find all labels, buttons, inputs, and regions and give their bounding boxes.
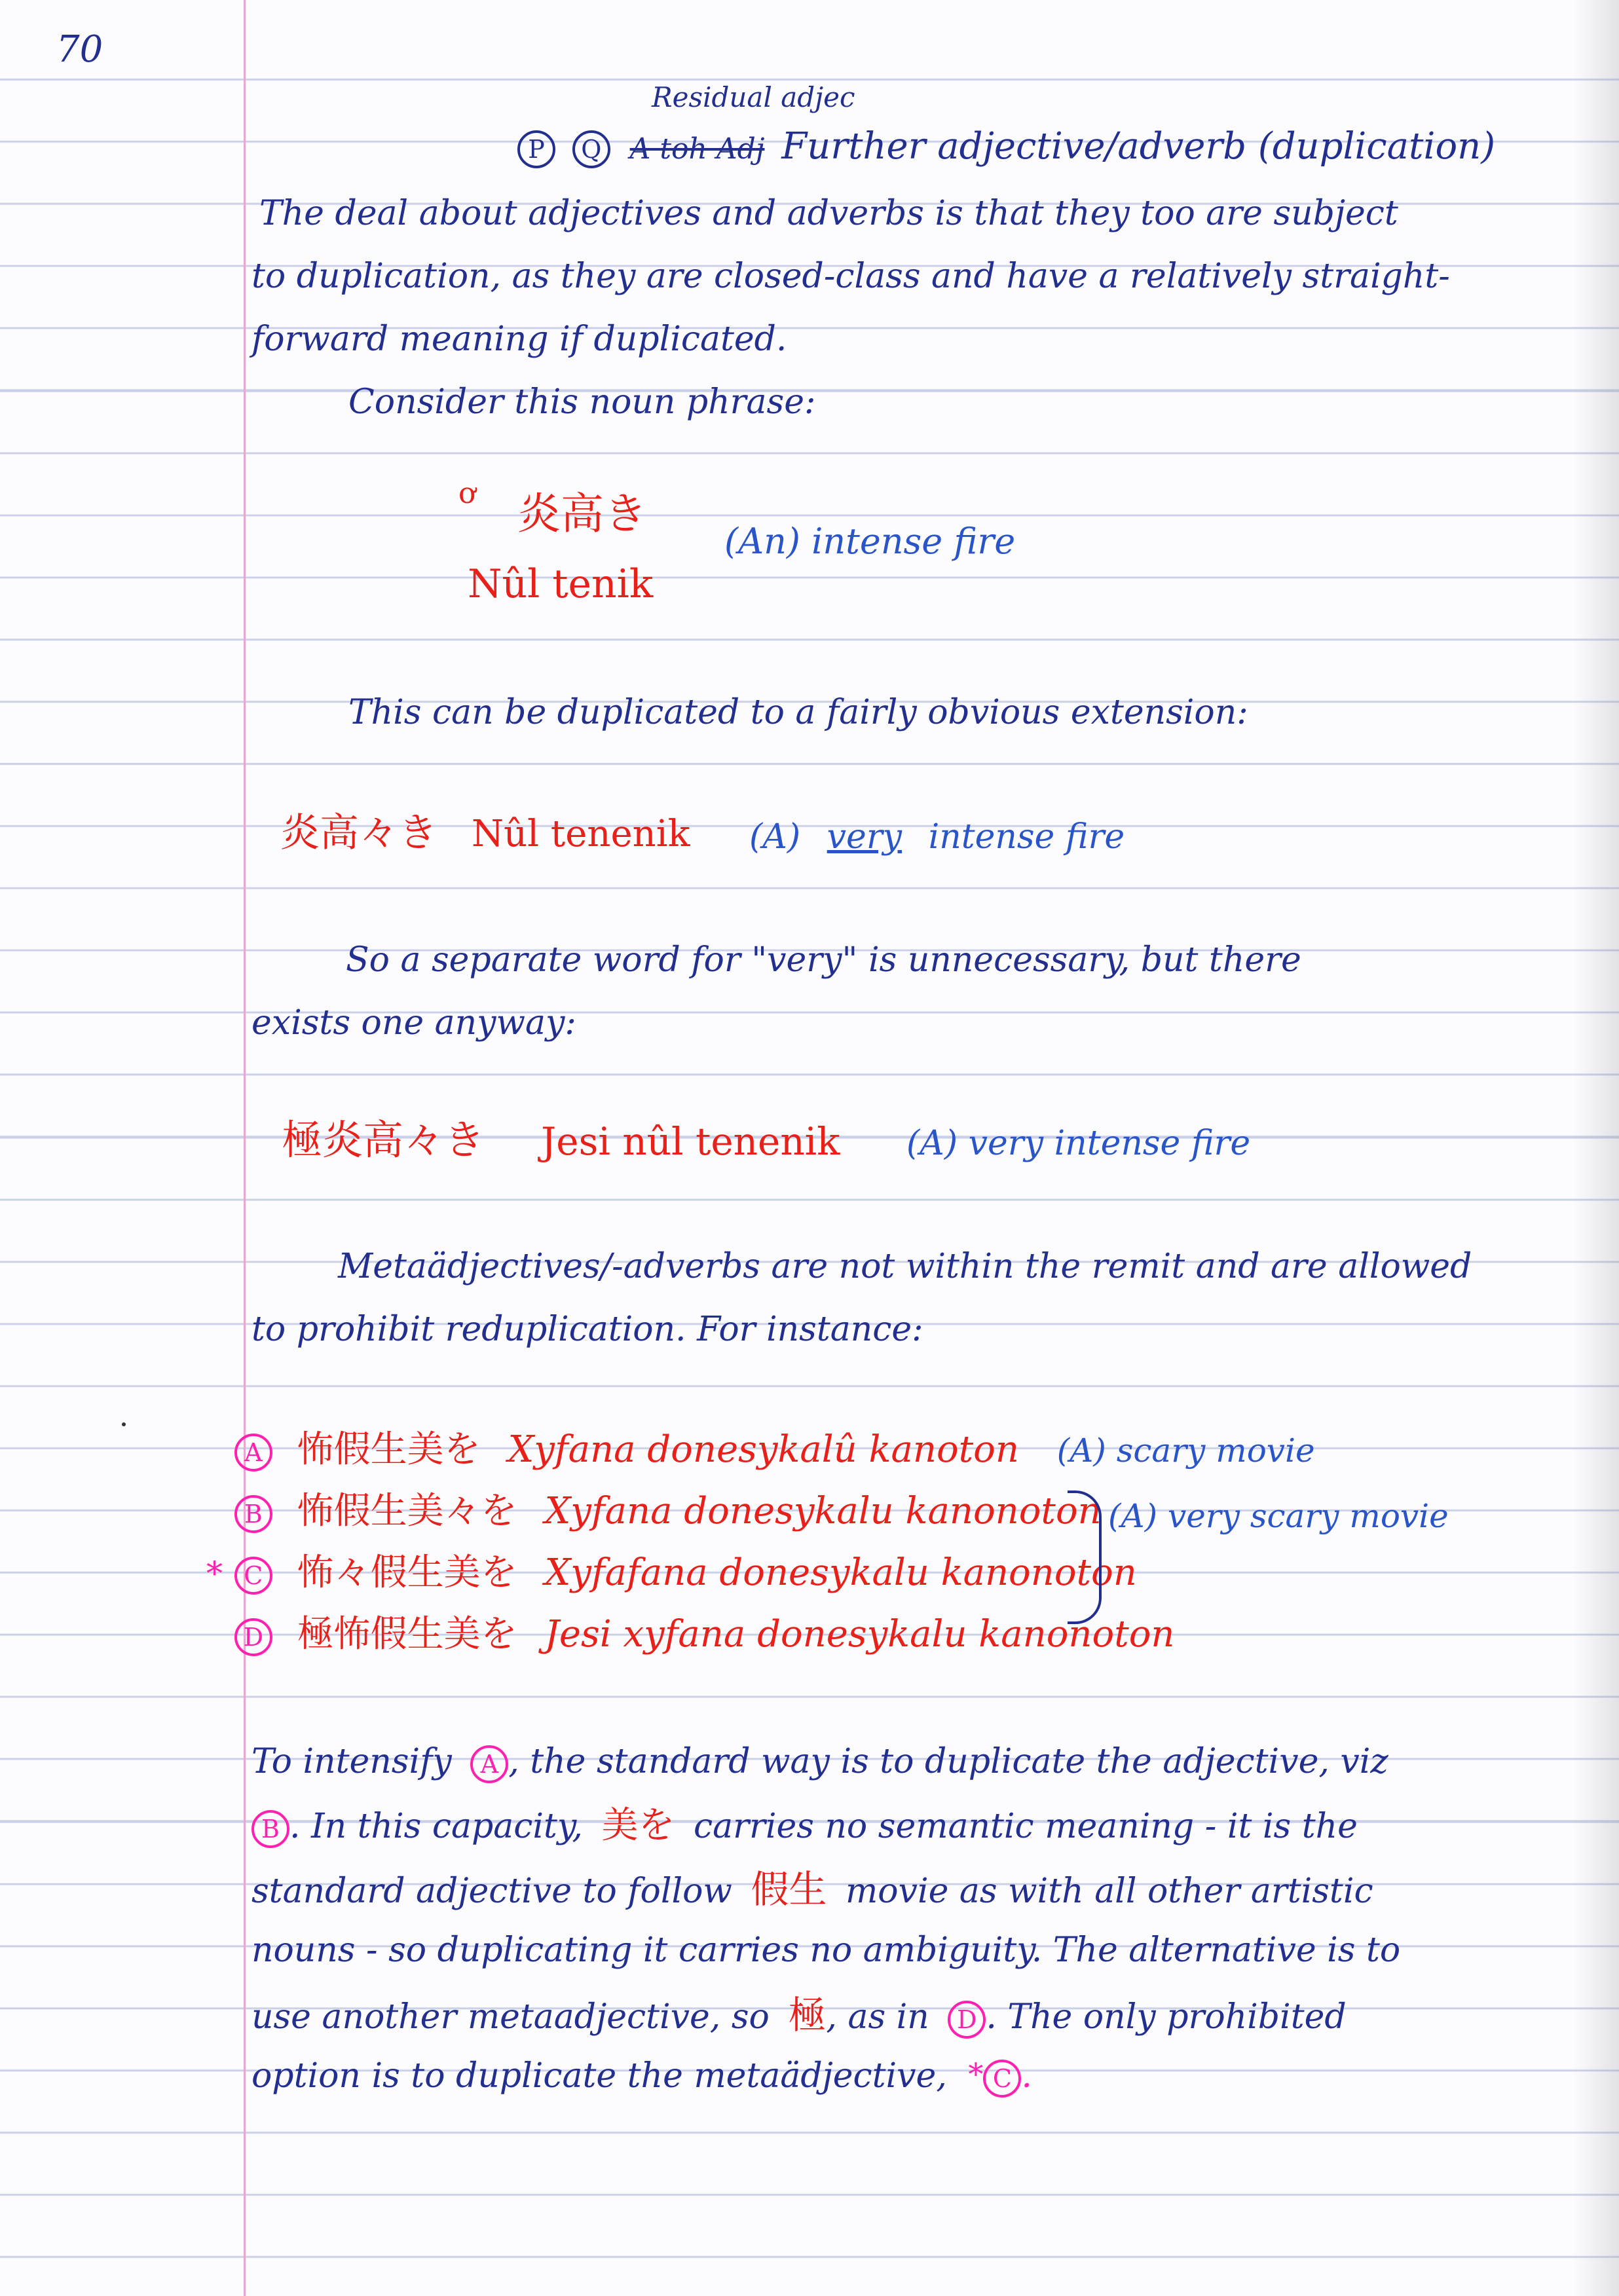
para3-line-1: So a separate word for "very" is unnecessary, but there (346, 940, 1301, 980)
para5-l2-b: carries no semantic meaning - it is the (693, 1807, 1358, 1846)
example1-gloss: (An) intense fire (724, 521, 1016, 562)
intro-line-4: Consider this noun phrase: (348, 382, 816, 422)
example4-row-b (196, 1490, 1102, 1533)
example2-script: 炎高々き (280, 810, 437, 856)
example4-b-label: B (234, 1495, 272, 1533)
example3-gloss: (A) very intense fire (906, 1124, 1251, 1163)
example2-gloss-prefix: (A) (749, 817, 801, 857)
heading-superscript: Residual adjec (652, 81, 855, 113)
para5-l6-end: . (1021, 2056, 1032, 2096)
para5-line-3 (251, 1867, 1373, 1912)
para5-ref-c: C (983, 2060, 1021, 2098)
example2-gloss-very: very (827, 817, 903, 857)
para5-l3-b: movie as with all other artistic (846, 1872, 1373, 1911)
example4-a-script: 怖假生美を (297, 1428, 481, 1471)
example4-row-d (196, 1613, 1175, 1656)
para5-l5-script: 極 (788, 1993, 827, 2037)
para5-l5-c: . The only prohibited (986, 1997, 1347, 2037)
intro-line-3: forward meaning if duplicated. (251, 320, 787, 359)
example4-c-script: 怖々假生美を (297, 1551, 517, 1594)
para5-line-2 (251, 1804, 1358, 1848)
margin-line (244, 0, 246, 2296)
para4-line-1: Metaädjectives/-adverbs are not within the remit and are allowed (338, 1247, 1472, 1286)
example3-roman: Jesi nûl tenenik (541, 1119, 840, 1164)
para5-line-1 (251, 1742, 1388, 1783)
example4-c-roman: Xyfafana donesykalu kanonoton (544, 1551, 1137, 1594)
para5-ref-a: A (470, 1745, 508, 1783)
example4-b-script: 怖假生美々を (297, 1490, 517, 1532)
example2-gloss (749, 817, 1125, 857)
para5-l5-b: , as in (826, 1997, 929, 2037)
para5-l6-a: option is to duplicate the metaädjective, (251, 2056, 947, 2096)
heading-struck: A toh Adj (629, 132, 765, 166)
example4-d-script: 極怖假生美を (297, 1613, 517, 1656)
example2-roman: Nûl tenenik (472, 813, 690, 855)
example1-mark: ơ (458, 477, 476, 510)
para5-line-4: nouns - so duplicating it carries no ambiguity. The alternative is to (251, 1931, 1401, 1970)
page-edge-shadow (1573, 0, 1619, 2296)
para5-l6-star: * (968, 2056, 984, 2092)
para5-ref-b: B (251, 1810, 289, 1848)
example4-c-star: * (206, 1555, 223, 1593)
marker-p: P (517, 130, 555, 168)
example4-a-gloss: (A) scary movie (1056, 1432, 1315, 1470)
intro-line-1: The deal about adjectives and adverbs is that they too are subject (259, 194, 1398, 233)
stray-dot (122, 1422, 126, 1426)
para5-l2-a: . In this capacity, (289, 1807, 583, 1846)
marker-q: Q (572, 130, 610, 168)
example4-c-label: C (234, 1557, 272, 1595)
examples4-brace-gloss: (A) very scary movie (1108, 1497, 1449, 1535)
page-number: 70 (56, 28, 103, 71)
example2-gloss-rest: intense fire (928, 817, 1125, 857)
para5-line-5 (251, 1993, 1347, 2039)
para4-line-2: to prohibit reduplication. For instance: (251, 1310, 923, 1349)
para5-l3-a: standard adjective to follow (251, 1872, 732, 1911)
para2-line-1: This can be duplicated to a fairly obvious extension: (348, 693, 1248, 732)
example1-script: 炎高き (517, 489, 647, 539)
para5-ref-d: D (948, 2001, 986, 2039)
example4-d-roman: Jesi xyfana donesykalu kanonoton (544, 1613, 1175, 1656)
example3-script: 極炎高々き (282, 1116, 485, 1164)
heading-line (517, 125, 1496, 168)
example4-row-a (196, 1428, 1315, 1472)
heading-title: Further adjective/adverb (duplication) (781, 125, 1496, 168)
para5-l1-b: , the standard way is to duplicate the adjective, viz (508, 1742, 1388, 1781)
example4-b-roman: Xyfana donesykalu kanonoton (544, 1490, 1102, 1532)
para5-l5-a: use another metaadjective, so (251, 1997, 770, 2037)
para5-line-6 (251, 2056, 1032, 2098)
para5-l1-a: To intensify (251, 1742, 452, 1781)
para3-line-2: exists one anyway: (251, 1003, 576, 1043)
example4-a-label: A (234, 1434, 272, 1472)
para5-l2-script: 美を (601, 1804, 675, 1847)
para5-l3-script: 假生 (751, 1867, 827, 1912)
example4-a-roman: Xyfana donesykalû kanoton (508, 1428, 1019, 1471)
intro-line-2: to duplication, as they are closed-class and have a relatively straight- (251, 257, 1450, 296)
examples4-brace (1068, 1491, 1102, 1624)
example4-row-c (196, 1551, 1137, 1595)
example1-roman: Nûl tenik (468, 561, 654, 607)
example4-d-label: D (234, 1618, 272, 1656)
